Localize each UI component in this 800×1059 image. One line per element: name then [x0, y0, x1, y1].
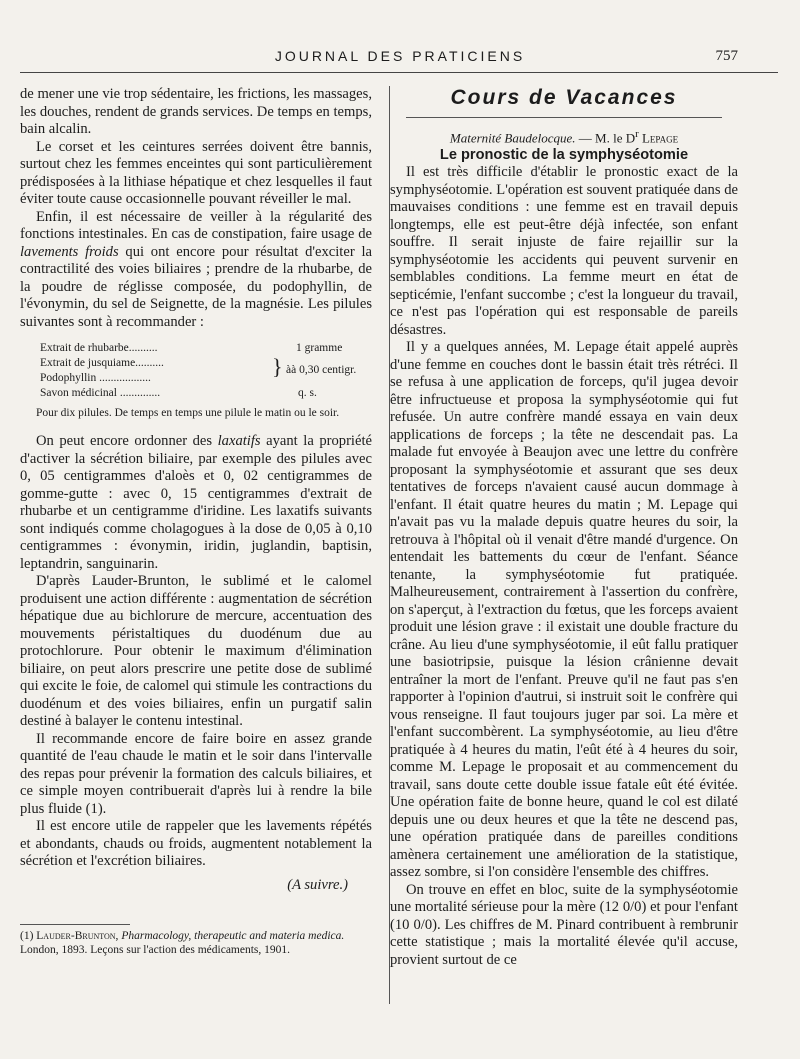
text-run: Enfin, il est nécessaire de veiller à la régularité des fonctions intestinales. En cas de constipation, faire usage de [20, 208, 372, 242]
footnote-text: London, 1893. Leçons sur l'action des médicaments, 1901. [20, 943, 291, 956]
article-title: Le pronostic de la symphyséotomie [439, 147, 689, 164]
prescription-quantity: 1 gramme [296, 342, 343, 354]
paragraph: On trouve en effet en bloc, suite de la symphyséotomie une mortalité sérieuse pour la mère (12 0/0) et pour l'enfant (10 0/0). Les chiffres de M. Pinard contribuent à rembrunir cette statistique ; mais la mortalité élevée qu'il accuse, provient surtout de ce [390, 881, 738, 968]
to-be-continued: (A suivre.) [287, 876, 348, 893]
prescription-note: Pour dix pilules. De temps en temps une pilule le matin ou le soir. [36, 407, 340, 419]
header-rule [20, 72, 778, 73]
prescription-item: Extrait de rhubarbe.......... [40, 342, 158, 354]
brace-symbol: } [272, 354, 283, 379]
byline-name: Lepage [638, 130, 679, 146]
right-column [390, 86, 738, 969]
footnote-title: Pharmacology, therapeutic and materia medica. [118, 929, 345, 942]
section-rule [406, 117, 722, 118]
footnote-author: (1) Lauder-Brunton, [20, 929, 119, 942]
text-run: qui ont encore pour résultat d'exciter la contractilité des voies biliaires ; prendre de la rhubarbe, de la poudre de réglisse composée, du podophyllin, de l'évonymin, du sel de Seignette, de la magnésie. Les pilules suivantes sont à recommander : [20, 243, 372, 330]
paragraph: Il recommande encore de faire boire en assez grande quantité de l'eau chaude le matin et le soir dans l'intervalle des repas pour prévenir la formation des calculs biliaires, et ce simple moyen contribuerait d'après lui à rendre la bile plus fluide (1). [20, 730, 372, 817]
paragraph [20, 433, 372, 573]
byline-place: Maternité Baudelocque. [449, 130, 576, 146]
emphasis: laxatifs [217, 433, 261, 449]
prescription-item: Extrait de jusquiame.......... [40, 357, 164, 369]
paragraph [20, 209, 372, 332]
prescription-item: Podophyllin .................. [40, 372, 151, 384]
section-title: Cours de Vacances [450, 86, 678, 109]
prescription-item: Savon médicinal .............. [40, 387, 161, 399]
emphasis: lavements froids [20, 243, 119, 260]
paragraph: D'après Lauder-Brunton, le sublimé et le calomel produisent une action différente : augmentation de sécrétion hépatique due au bichlorure de mercure, accentuation des mouvements péristaltiques du duodénum due au protochlorure. Pour obtenir le maximum d'élimination biliaire, on peut alors prescrire une petite dose de sublimé qui excite le foie, de calomel qui stimule les contractions du duodénum et des voies biliaires, enfin un purgatif salin destiné à balayer le contenu intestinal. [20, 573, 372, 729]
prescription-quantity: q. s. [298, 387, 317, 399]
byline-sup: r [635, 128, 639, 140]
byline [390, 126, 738, 146]
text-run: On peut encore ordonner des [36, 433, 218, 449]
paragraph: Il est encore utile de rappeler que les lavements répétés et abondants, chauds ou froids, augmentent notablement la sécrétion et l'excrétion biliaires. [20, 818, 372, 869]
byline-sep: — M. le D [575, 130, 636, 146]
footnote [20, 929, 372, 957]
text-run: ayant la propriété d'activer la sécrétion biliaire, par exemple des pilules avec 0, 05 centigrammes d'aloès et 0, 02 centigrammes de gomme-gutte : avec 0, 15 centigrammes d'extrait de rhubarbe et un centigramme d'iridine. Les laxatifs suivants sont indiqués comme cholagogues à la dose de 0,05 à 0,10 centigrammes : évonymin, iridin, juglandin, baptisin, leptandrin, sanguinarin. [20, 433, 372, 572]
paragraph: Il y a quelques années, M. Lepage était appelé auprès d'une femme en couches dont le bassin était très rétréci. Il se refusa à une application de forceps, qu'il jugea devoir être infructueuse et proposa la symphyséotomie qui fut refusée. Un autre confrère mandé essaya en vain deux applications de forceps ; la tête ne descendait pas. La malade fut envoyée à Beaujon avec une lettre du confrère proposant la symphyséotomie et assurant que ses deux tentatives de forceps n'avaient causé aucun dommage à l'enfant. Il était quatre heures du matin ; M. Lepage qui n'avait pas vu la malade depuis quatre heures du soir, la retrouva à l'hôpital où il venait d'être mandé d'urgence. On entendait les battements du cœur de l'enfant. Séance tenante, la symphyséotomie fut pratiquée. Malheureusement, contrairement à l'assertion du confrère, on s'aperçut, à l'extraction du fœtus, que les forceps avaient produit une lésion grave : il existait une double fracture du crâne. Au lieu d'une symphyséotomie, il eût fallu pratiquer une basiotripsie, puisque la lésion crânienne devait entraîner la mort de l'enfant. Preuve qu'il ne faut pas s'en rapporter à l'opinion d'autrui, si instruit soit le confrère qui vous renseigne. Il faut toujours juger par soi. La mère et l'enfant succombèrent. La symphyséotomie, au lieu d'être pratiquée à 4 heures du matin, l'eût été à 4 heures du soir, comme M. Lepage le proposait et au commencement du travail, sans doute cette double issue fatale eût été évitée. Une opération faite de bonne heure, quand le col est dilaté depuis une ou deux heures et que la tête ne descend pas, une opération pratiquée dans de pareilles conditions amènera certainement une amélioration de la statistique, assez sombre, si l'on considère l'ensemble des chiffres. [390, 339, 738, 881]
page-header [0, 44, 800, 70]
running-title: JOURNAL DES PRATICIENS [274, 48, 526, 64]
paragraph: Il est très difficile d'établir le pronostic exact de la symphyséotomie. L'opération est souvent pratiquée dans de mauvaises conditions : une femme est en travail depuis longtemps, elle est peut-être déjà infectée, son enfant souffre. Il serait injuste de faire rejaillir sur la symphyséotomie les accidents qui peuvent survenir en semblables conditions. La femme meurt en état de septicémie, l'enfant succombe ; c'est la longueur du travail, ce n'est pas l'opération qui est responsable de pareils désastres. [390, 164, 738, 338]
prescription-shared-quantity: àà 0,30 centigr. [286, 364, 357, 376]
paragraph: de mener une vie trop sédentaire, les frictions, les massages, les douches, rendent de grands services. De temps en temps, bain alcalin. [20, 86, 372, 137]
footnote-rule [20, 924, 130, 925]
left-column [20, 86, 372, 957]
prescription [40, 341, 372, 403]
page-number: 757 [715, 48, 738, 64]
paragraph: Le corset et les ceintures serrées doivent être bannis, surtout chez les femmes enceintes qui sont particulièrement prédisposées à la lithiase hépatique et chez lesquelles il faut éviter toute cause occasionnelle pouvant réveiller le mal. [20, 138, 372, 207]
